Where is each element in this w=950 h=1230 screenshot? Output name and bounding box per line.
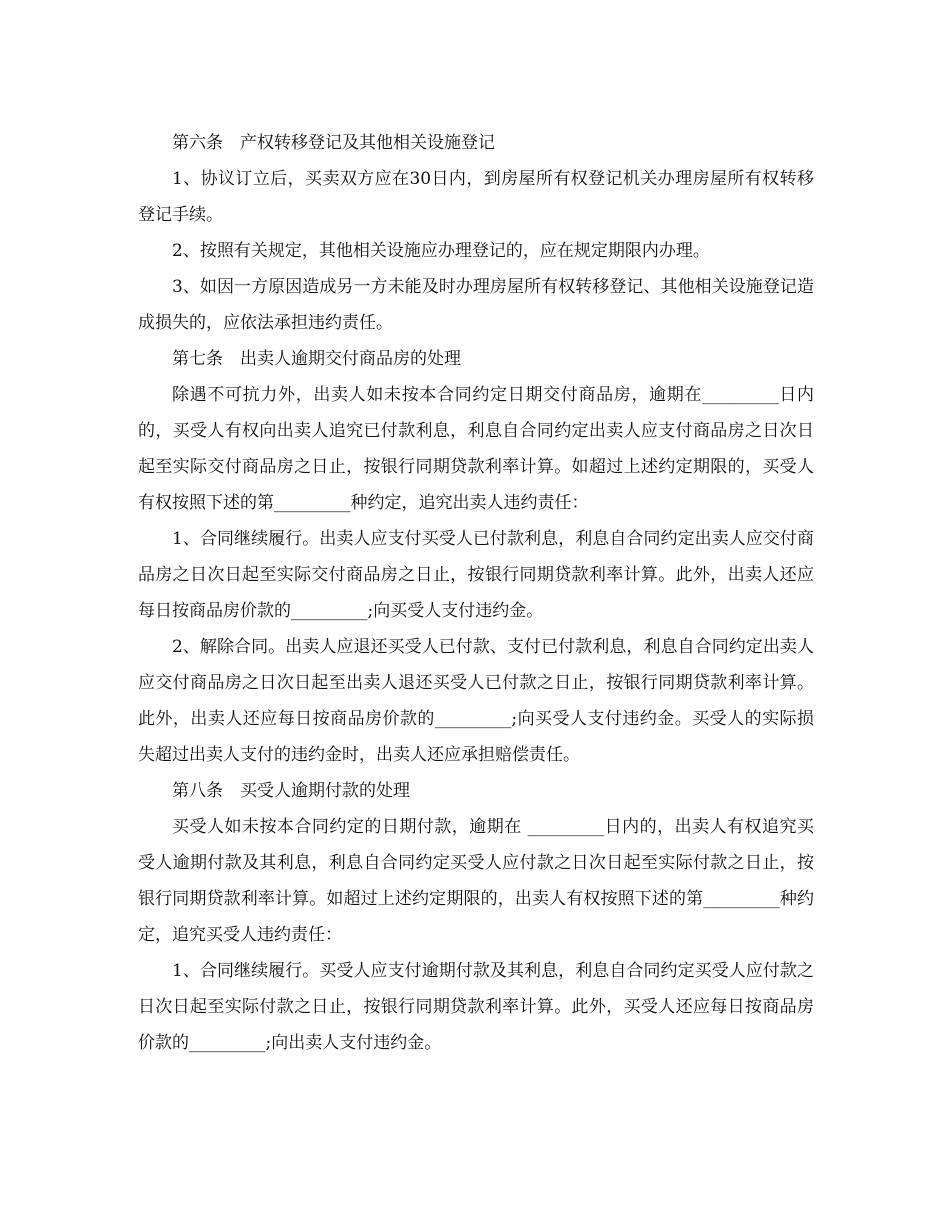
article-7-heading: 第七条 出卖人逾期交付商品房的处理 [172, 349, 461, 369]
article-8-clause-1: 1、合同继续履行。买受人应支付逾期付款及其利息，利息自合同约定买受人应付款之日次日起至实际付款之日止，按银行同期贷款利率计算。此外，买受人还应每日按商品房价款的_________;向出卖人支付违约金。 [138, 961, 814, 1053]
document-body [138, 125, 814, 1061]
article-8-heading: 第八条 买受人逾期付款的处理 [172, 781, 410, 801]
article-6-clause-2: 2、按照有关规定，其他相关设施应办理登记的，应在规定期限内办理。 [172, 241, 710, 261]
article-7-clause-2: 2、解除合同。出卖人应退还买受人已付款、支付已付款利息，利息自合同约定出卖人应交付商品房之日次日起至出卖人退还买受人已付款之日止，按银行同期贷款利率计算。此外，出卖人还应每日按商品房价款的_________;向买受人支付违约金。买受人的实际损失超过出卖人支付的违约金时，出卖人还应承担赔偿责任。 [138, 637, 814, 765]
article-7-intro: 除遇不可抗力外，出卖人如未按本合同约定日期交付商品房，逾期在_________日内的，买受人有权向出卖人追究已付款利息，利息自合同约定出卖人应支付商品房之日次日起至实际交付商品房之日止，按银行同期贷款利率计算。如超过上述约定期限的，买受人有权按照下述的第_________种约定，追究出卖人违约责任： [138, 385, 814, 513]
article-6-clause-3: 3、如因一方原因造成另一方未能及时办理房屋所有权转移登记、其他相关设施登记造成损失的，应依法承担违约责任。 [138, 277, 814, 333]
article-8-intro: 买受人如未按本合同约定的日期付款，逾期在 _________日内的，出卖人有权追究买受人逾期付款及其利息，利息自合同约定买受人应付款之日次日起至实际付款之日止，按银行同期贷款利率计算。如超过上述约定期限的，出卖人有权按照下述的第_________种约定，追究买受人违约责任： [138, 817, 814, 945]
article-6-heading: 第六条 产权转移登记及其他相关设施登记 [172, 133, 495, 153]
article-7-clause-1: 1、合同继续履行。出卖人应支付买受人已付款利息，利息自合同约定出卖人应交付商品房之日次日起至实际交付商品房之日止，按银行同期贷款利率计算。此外，出卖人还应每日按商品房价款的_________;向买受人支付违约金。 [138, 529, 814, 621]
article-6-clause-1: 1、协议订立后，买卖双方应在30日内，到房屋所有权登记机关办理房屋所有权转移登记手续。 [138, 169, 814, 225]
